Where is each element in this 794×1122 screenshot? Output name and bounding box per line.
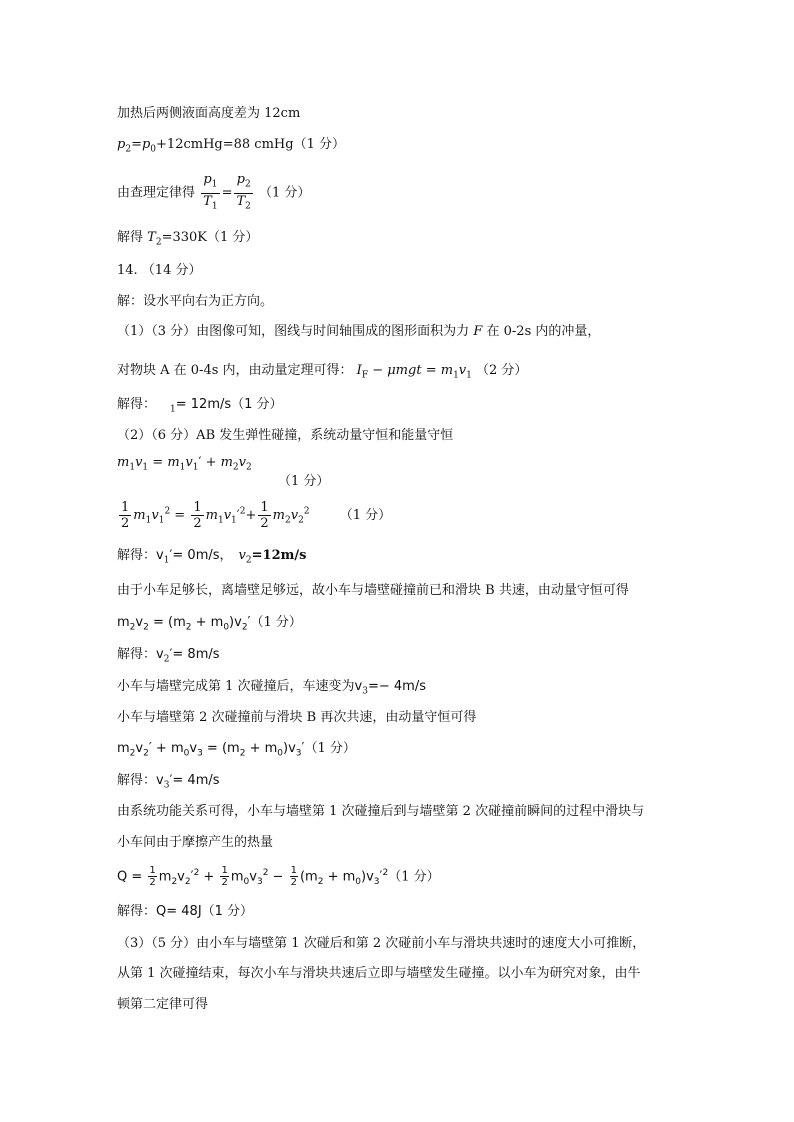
line-momentum-conservation: $m_1v_1 = m_1v_1' + m_2v_2$ [117,455,252,473]
line-part3-2: 从第 1 次碰撞结束，每次小车与滑块共速后立即与墙壁发生碰撞。以小车为研究对象，由牛 [117,966,641,981]
line-t2-result: 解得 $T_2=330K(1$ 分） [117,230,259,248]
line-energy-relation-2: 小车间由于摩擦产生的热量 [117,835,274,850]
line-v2prime-result: 解得：$v_2'= 8m/s$ [117,647,220,665]
line-score-1: （1 分） [278,474,330,489]
line-p2-equation: $p_2=p_0+12cmHg=88$ cmHg（1 分） [117,137,345,155]
line-v1-result: 解得： $_1$= 12m/s（1 分） [117,397,283,415]
line-heat-equation: Q = $\frac{1}{2}$ $m_2v_2'^2$ + $\frac{1}{2}$ $m_0v_3^2$ − $\frac{1}{2}$ $(m_2 + m_0)v_3'^2(1$ 分） [117,865,440,889]
line-impulse-theorem: 对物块 A 在 0-4s 内，由动量定理可得： $I_F - \mu mgt = m_1v_1$ （2 分） [117,363,528,381]
fraction-p1-t1: $\frac{p_1}{T_1}$ [203,172,218,212]
line-momentum-eq-2: $m_2v_2 = (m_2 + m_0)v_2'(1$ 分） [117,615,302,633]
line-heat-result: 解得：Q= 48J（1 分） [117,904,254,919]
line-problem-14: 14. （14 分） [117,263,202,278]
line-second-collision-note: 小车与墙壁第 2 次碰撞前与滑块 B 再次共速，由动量守恒可得 [117,710,477,725]
line-part3-1: （3）（5 分）由小车与墙壁第 1 次碰后和第 2 次碰前小车与滑块共速时的速度大小可推断， [117,936,646,951]
line-part3-3: 顿第二定律可得 [117,997,209,1012]
line-part2-intro: （2）（6 分）AB 发生弹性碰撞，系统动量守恒和能量守恒 [117,428,454,443]
line-collision-result: 解得：$v_1'= 0m/s$， $v_2=12m/s$ [117,548,307,566]
line-energy-conservation: $\frac{1}{2}$ $m_1v_1^2$ = $\frac{1}{2}$ $m_1v_1'^2+$ $\frac{1}{2}$ $m_2v_2^2$ （1 分） [121,500,392,531]
line-momentum-eq-3: $m_2v_2' + m_0v_3 = (m_2 + m_0)v_3'(1$ 分） [117,741,356,759]
impulse-equation: $I_F - \mu mgt = m_1v_1$ [356,363,472,381]
line-part1-intro: （1）（3 分）由图像可知，图线与时间轴围成的图形面积为力 F 在 0-2s 内的冲量， [117,324,601,339]
line-height-difference: 加热后两侧液面高度差为 12cm [117,106,301,121]
line-charles-law: 由查理定律得 $\frac{p_1}{T_1}$ = $\frac{p_2}{T_2}$ （1 分） [117,172,310,214]
line-v3prime-result: 解得：$v_3'= 4m/s$ [117,773,220,791]
line-common-velocity-note: 由于小车足够长，离墙壁足够远，故小车与墙壁碰撞前已和滑块 B 共速，由动量守恒可得 [117,583,629,598]
line-first-wall-collision: 小车与墙壁完成第 1 次碰撞后，车速变为$v_3=- 4m/s$ [117,679,426,697]
line-solution-intro: 解：设水平向右为正方向。 [117,294,274,309]
fraction-p2-t2: $\frac{p_2}{T_2}$ [236,172,251,212]
line-energy-relation-1: 由系统功能关系可得，小车与墙壁第 1 次碰撞后到与墙壁第 2 次碰撞前瞬间的过程中滑块与 [117,804,645,819]
